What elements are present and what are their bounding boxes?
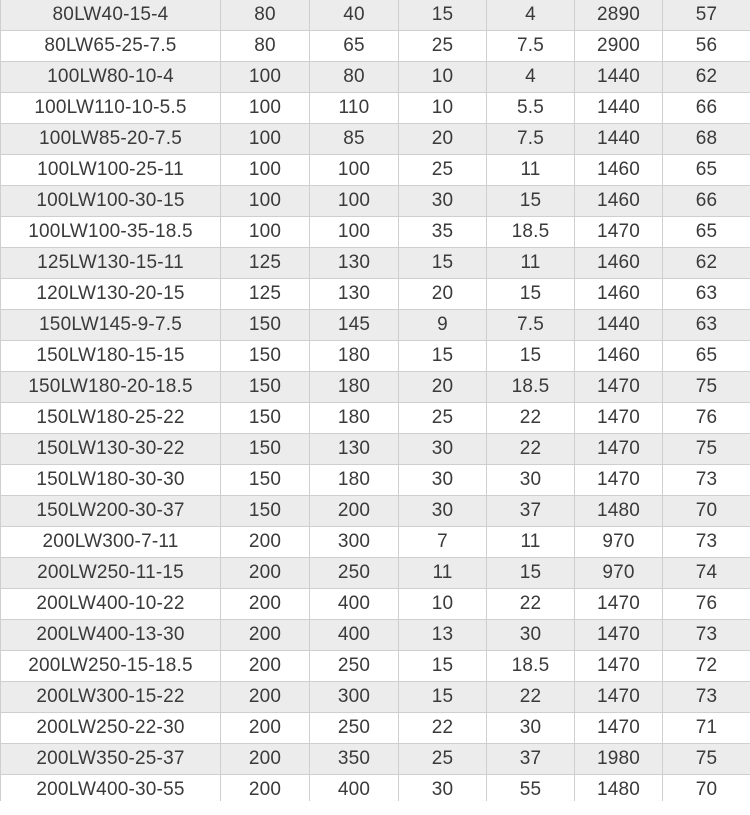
value-cell: 80 [310,62,399,93]
value-cell: 35 [399,217,487,248]
value-cell: 71 [663,713,750,744]
value-cell: 1470 [575,465,663,496]
value-cell: 1460 [575,341,663,372]
value-cell: 1470 [575,682,663,713]
value-cell: 10 [399,93,487,124]
value-cell: 76 [663,403,750,434]
model-cell: 150LW180-25-22 [1,403,221,434]
value-cell: 1470 [575,651,663,682]
value-cell: 250 [310,651,399,682]
value-cell: 400 [310,589,399,620]
table-row [1,62,750,93]
value-cell: 37 [487,496,575,527]
value-cell: 40 [310,0,399,31]
value-cell: 150 [221,434,310,465]
value-cell: 10 [399,589,487,620]
value-cell: 1480 [575,775,663,806]
value-cell: 30 [399,186,487,217]
value-cell: 11 [399,558,487,589]
model-cell: 200LW300-15-22 [1,682,221,713]
value-cell: 150 [221,341,310,372]
value-cell: 75 [663,372,750,403]
table-row [1,496,750,527]
value-cell: 25 [399,744,487,775]
value-cell: 13 [399,620,487,651]
model-cell: 80LW65-25-7.5 [1,31,221,62]
value-cell: 200 [221,682,310,713]
value-cell: 250 [310,713,399,744]
value-cell: 350 [310,744,399,775]
value-cell: 22 [487,682,575,713]
value-cell: 30 [487,620,575,651]
value-cell: 80 [221,31,310,62]
value-cell: 7.5 [487,124,575,155]
value-cell: 30 [399,465,487,496]
value-cell: 200 [221,558,310,589]
value-cell: 63 [663,310,750,341]
model-cell: 150LW180-20-18.5 [1,372,221,403]
model-cell: 100LW100-30-15 [1,186,221,217]
table-row [1,434,750,465]
table-row [1,589,750,620]
value-cell: 150 [221,496,310,527]
table-row [1,310,750,341]
value-cell: 100 [221,93,310,124]
model-cell: 100LW110-10-5.5 [1,93,221,124]
model-cell: 100LW100-25-11 [1,155,221,186]
value-cell: 200 [221,620,310,651]
value-cell: 85 [310,124,399,155]
value-cell: 1470 [575,434,663,465]
value-cell: 150 [221,403,310,434]
value-cell: 66 [663,186,750,217]
table-row [1,713,750,744]
value-cell: 4 [487,0,575,31]
table-row [1,341,750,372]
value-cell: 100 [221,186,310,217]
value-cell: 130 [310,248,399,279]
value-cell: 125 [221,279,310,310]
model-cell: 200LW350-25-37 [1,744,221,775]
value-cell: 100 [221,124,310,155]
value-cell: 37 [487,744,575,775]
value-cell: 1460 [575,155,663,186]
value-cell: 20 [399,124,487,155]
model-cell: 200LW400-10-22 [1,589,221,620]
value-cell: 73 [663,682,750,713]
value-cell: 130 [310,434,399,465]
value-cell: 970 [575,558,663,589]
value-cell: 15 [487,558,575,589]
value-cell: 62 [663,62,750,93]
value-cell: 200 [221,527,310,558]
value-cell: 30 [487,713,575,744]
value-cell: 30 [487,465,575,496]
value-cell: 150 [221,372,310,403]
value-cell: 15 [399,651,487,682]
value-cell: 15 [487,279,575,310]
value-cell: 7.5 [487,31,575,62]
value-cell: 74 [663,558,750,589]
table-row [1,186,750,217]
value-cell: 22 [487,434,575,465]
value-cell: 200 [310,496,399,527]
value-cell: 110 [310,93,399,124]
value-cell: 200 [221,589,310,620]
value-cell: 75 [663,434,750,465]
model-cell: 100LW85-20-7.5 [1,124,221,155]
model-cell: 200LW400-30-55 [1,775,221,806]
value-cell: 7 [399,527,487,558]
model-cell: 200LW250-11-15 [1,558,221,589]
value-cell: 1470 [575,372,663,403]
table-row [1,682,750,713]
value-cell: 75 [663,744,750,775]
value-cell: 1470 [575,589,663,620]
value-cell: 66 [663,93,750,124]
value-cell: 300 [310,682,399,713]
value-cell: 180 [310,372,399,403]
value-cell: 180 [310,341,399,372]
value-cell: 65 [310,31,399,62]
value-cell: 1980 [575,744,663,775]
value-cell: 130 [310,279,399,310]
value-cell: 200 [221,713,310,744]
model-cell: 150LW145-9-7.5 [1,310,221,341]
table-row [1,0,750,31]
model-cell: 150LW200-30-37 [1,496,221,527]
value-cell: 22 [487,589,575,620]
value-cell: 65 [663,155,750,186]
value-cell: 10 [399,62,487,93]
table-row [1,651,750,682]
model-cell: 200LW250-15-18.5 [1,651,221,682]
value-cell: 400 [310,775,399,806]
table-row [1,155,750,186]
value-cell: 100 [310,217,399,248]
value-cell: 70 [663,496,750,527]
value-cell: 2890 [575,0,663,31]
value-cell: 1440 [575,124,663,155]
value-cell: 4 [487,62,575,93]
value-cell: 300 [310,527,399,558]
value-cell: 65 [663,217,750,248]
value-cell: 22 [399,713,487,744]
value-cell: 30 [399,496,487,527]
value-cell: 30 [399,775,487,806]
table-row [1,93,750,124]
table-row [1,620,750,651]
value-cell: 1470 [575,403,663,434]
value-cell: 30 [399,434,487,465]
value-cell: 180 [310,403,399,434]
value-cell: 7.5 [487,310,575,341]
value-cell: 1440 [575,310,663,341]
value-cell: 1480 [575,496,663,527]
value-cell: 2900 [575,31,663,62]
value-cell: 5.5 [487,93,575,124]
value-cell: 200 [221,744,310,775]
value-cell: 11 [487,155,575,186]
table-row [1,372,750,403]
value-cell: 18.5 [487,372,575,403]
model-cell: 100LW80-10-4 [1,62,221,93]
model-cell: 100LW100-35-18.5 [1,217,221,248]
value-cell: 56 [663,31,750,62]
table-row [1,124,750,155]
value-cell: 1440 [575,93,663,124]
value-cell: 400 [310,620,399,651]
value-cell: 20 [399,372,487,403]
value-cell: 63 [663,279,750,310]
value-cell: 100 [310,155,399,186]
table-body [1,0,750,806]
value-cell: 100 [221,155,310,186]
value-cell: 970 [575,527,663,558]
value-cell: 11 [487,527,575,558]
value-cell: 73 [663,465,750,496]
value-cell: 73 [663,620,750,651]
table-row [1,31,750,62]
value-cell: 15 [399,0,487,31]
value-cell: 180 [310,465,399,496]
value-cell: 18.5 [487,651,575,682]
value-cell: 20 [399,279,487,310]
value-cell: 15 [399,682,487,713]
value-cell: 65 [663,341,750,372]
model-cell: 150LW180-30-30 [1,465,221,496]
value-cell: 15 [487,341,575,372]
value-cell: 250 [310,558,399,589]
bottom-margin [0,801,750,815]
value-cell: 15 [399,248,487,279]
value-cell: 1470 [575,713,663,744]
value-cell: 145 [310,310,399,341]
model-cell: 150LW130-30-22 [1,434,221,465]
table-row [1,465,750,496]
model-cell: 80LW40-15-4 [1,0,221,31]
model-cell: 200LW250-22-30 [1,713,221,744]
table-row [1,248,750,279]
value-cell: 1460 [575,186,663,217]
value-cell: 100 [310,186,399,217]
value-cell: 9 [399,310,487,341]
model-cell: 200LW400-13-30 [1,620,221,651]
value-cell: 55 [487,775,575,806]
value-cell: 1460 [575,248,663,279]
value-cell: 200 [221,775,310,806]
table-row [1,558,750,589]
model-cell: 125LW130-15-11 [1,248,221,279]
model-cell: 150LW180-15-15 [1,341,221,372]
value-cell: 70 [663,775,750,806]
table-row [1,217,750,248]
value-cell: 25 [399,31,487,62]
value-cell: 100 [221,217,310,248]
value-cell: 18.5 [487,217,575,248]
table-row [1,744,750,775]
value-cell: 15 [487,186,575,217]
value-cell: 73 [663,527,750,558]
value-cell: 57 [663,0,750,31]
value-cell: 76 [663,589,750,620]
value-cell: 1460 [575,279,663,310]
value-cell: 1470 [575,620,663,651]
value-cell: 11 [487,248,575,279]
value-cell: 100 [221,62,310,93]
table-row [1,403,750,434]
value-cell: 150 [221,310,310,341]
value-cell: 22 [487,403,575,434]
model-cell: 120LW130-20-15 [1,279,221,310]
value-cell: 62 [663,248,750,279]
model-cell: 200LW300-7-11 [1,527,221,558]
table-row [1,527,750,558]
value-cell: 72 [663,651,750,682]
value-cell: 15 [399,341,487,372]
value-cell: 200 [221,651,310,682]
table-row [1,279,750,310]
value-cell: 1470 [575,217,663,248]
value-cell: 25 [399,403,487,434]
value-cell: 125 [221,248,310,279]
value-cell: 80 [221,0,310,31]
value-cell: 25 [399,155,487,186]
value-cell: 68 [663,124,750,155]
value-cell: 1440 [575,62,663,93]
value-cell: 150 [221,465,310,496]
